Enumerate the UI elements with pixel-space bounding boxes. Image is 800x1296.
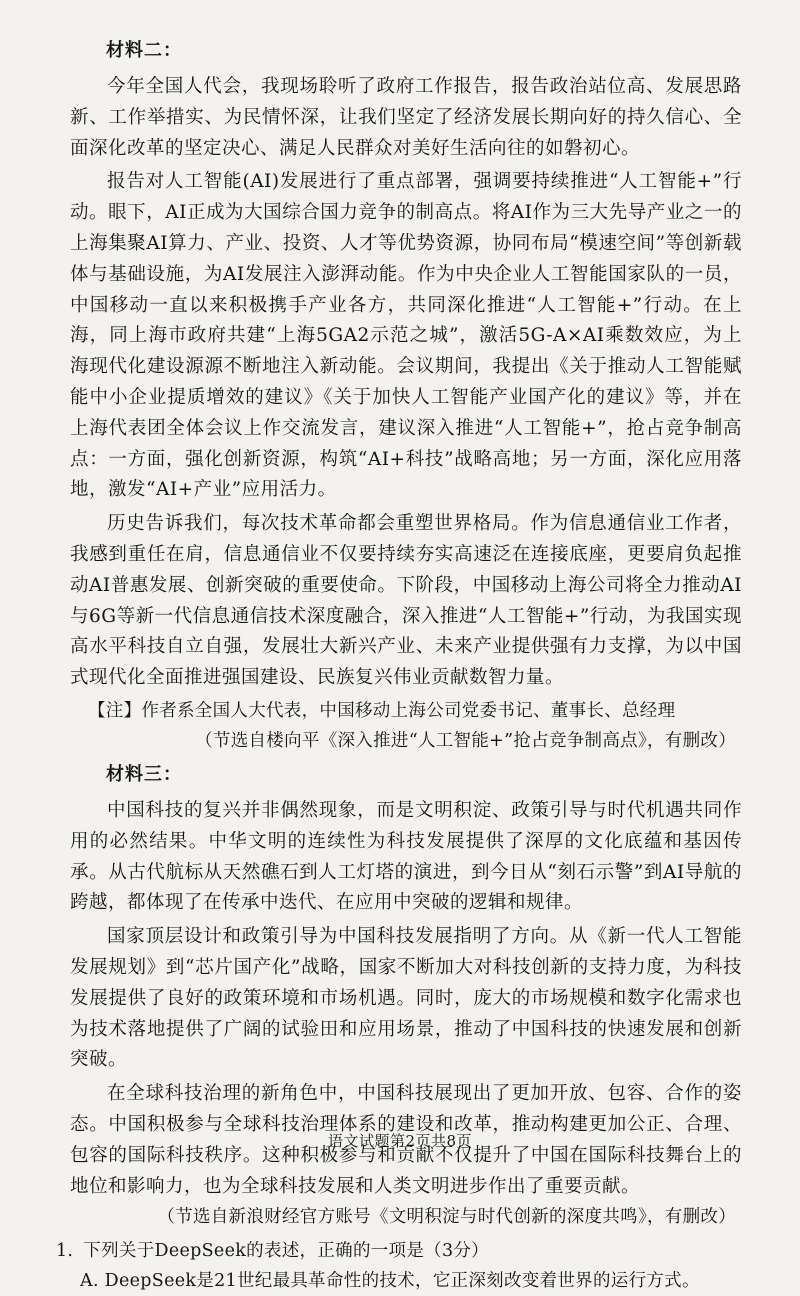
question-1 (56, 1236, 742, 1266)
option-a: A. DeepSeek是21世纪最具革命性的技术，它正深刻改变着世界的运行方式。 (80, 1271, 700, 1292)
author-note: 【注】作者系全国人大代表，中国移动上海公司党委书记、董事长、总经理 (88, 700, 676, 721)
material2-heading: 材料二： (106, 40, 182, 61)
question-text: 下列关于DeepSeek的表述，正确的一项是（3分） (83, 1241, 489, 1262)
material3-heading: 材料三： (106, 763, 182, 785)
material3-source: （节选自新浪财经官方账号《文明积淀与时代创新的深度共鸣》，有删改） (157, 1207, 736, 1228)
material3-paragraph-2: 国家顶层设计和政策引导为中国科技发展指明了方向。从《新一代人工智能发展规划》到“芯片国产化”战略，国家不断加大对科技创新的支持力度，为科技发展提供了良好的政策环境和市场机遇。同时，庞大的市场规模和数字化需求也为技术落地提供了广阔的试验田和应用场景，推动了中国科技的快速发展和创新突破。 (70, 926, 742, 1071)
question-number: 1. (56, 1241, 74, 1262)
material2-source: （节选自楼向平《深入推进“人工智能+”抢占竞争制高点》，有删改） (195, 730, 736, 751)
page-footer: 语文试题第2页共8页 (327, 1132, 473, 1150)
material3-paragraph-1: 中国科技的复兴并非偶然现象，而是文明积淀、政策引导与时代机遇共同作用的必然结果。中华文明的连续性为科技发展提供了深厚的文化底蕴和基因传承。从古代航标从天然礁石到人工灯塔的演进，到今日从“刻石示警”到AI导航的跨越，都体现了在传承中迭代、在应用中突破的逻辑和规律。 (70, 799, 742, 914)
material2-paragraph-2: 报告对人工智能(AI)发展进行了重点部署，强调要持续推进“人工智能+”行动。眼下，AI正成为大国综合国力竞争的制高点。将AI作为三大先导产业之一的上海集聚AI算力、产业、投资、人才等优势资源，协同布局“模速空间”等创新载体与基础设施，为AI发展注入澎湃动能。作为中央企业人工智能国家队的一员，中国移动一直以来积极携手产业各方，共同深化推进“人工智能+”行动。在上海，同上海市政府共建“上海5GA2示范之城”，激活5G-A×AI乘数效应，为上海现代化建设源源不断地注入新动能。会议期间，我提出《关于推动人工智能赋能中小企业提质增效的建议》《关于加快人工智能产业国产化的建议》等，并在上海代表团全体会议上作交流发言，建议深入推进“人工智能+”，抢占竞争制高点：一方面，强化创新资源，构筑“AI+科技”战略高地；另一方面，深化应用落地，激发“AI+产业”应用活力。 (70, 171, 742, 501)
material2-paragraph-1: 今年全国人代会，我现场聆听了政府工作报告，报告政治站位高、发展思路新、工作举措实、为民情怀深，让我们坚定了经济发展长期向好的持久信心、全面深化改革的坚定决心、满足人民群众对美好生活向往的如磐初心。 (70, 76, 742, 159)
material3-paragraph-3: 在全球科技治理的新角色中，中国科技展现出了更加开放、包容、合作的姿态。中国积极参与全球科技治理体系的建设和改革，推动构建更加公正、合理、包容的国际科技秩序。这种积极参与和贡献不仅提升了中国在国际科技舞台上的地位和影响力，也为全球科技发展和人类文明进步作出了重要贡献。 (70, 1083, 742, 1197)
material2-paragraph-3: 历史告诉我们，每次技术革命都会重塑世界格局。作为信息通信业工作者，我感到重任在肩，信息通信业不仅要持续夯实高速泛在连接底座，更要肩负起推动AI普惠发展、创新突破的重要使命。下阶段，中国移动上海公司将全力推动AI与6G等新一代信息通信技术深度融合，深入推进“人工智能+”行动，为我国实现高水平科技自立自强，发展壮大新兴产业、未来产业提供强有力支撑，为以中国式现代化全面推进强国建设、民族复兴伟业贡献数智力量。 (70, 513, 742, 689)
